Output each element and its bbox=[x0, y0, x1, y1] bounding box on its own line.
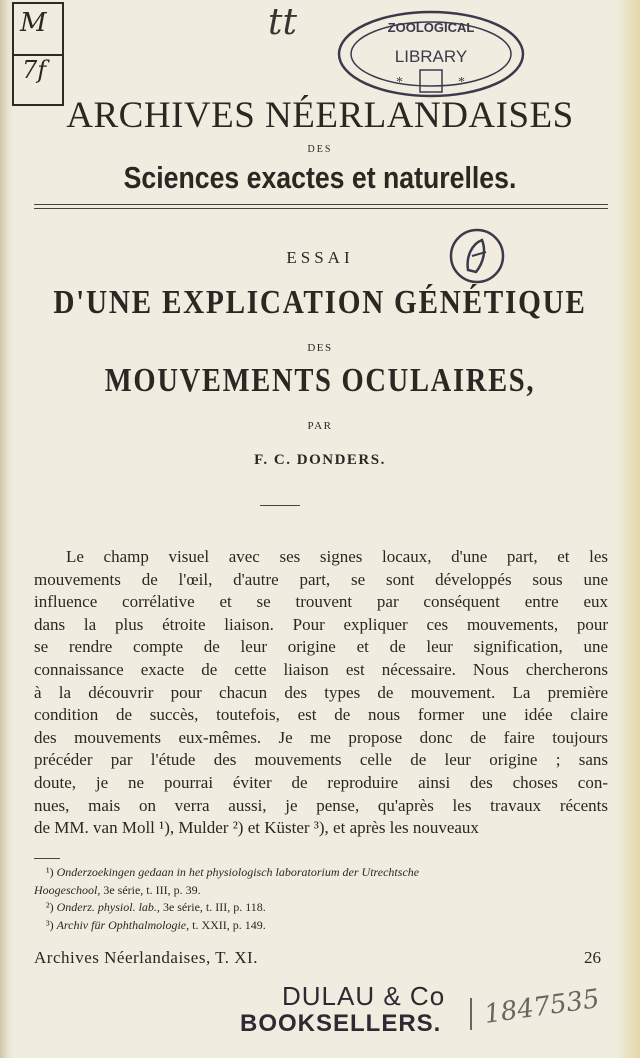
body-line: influence corrélative et se trouvent par conséquent entre eux bbox=[34, 592, 608, 612]
bookseller-stamp-name: DULAU & Co bbox=[282, 981, 446, 1011]
right-page-edge bbox=[616, 0, 640, 1058]
body-line: dans la plus étroite liaison. Pour expliquer ces mouvements, pour bbox=[34, 614, 608, 634]
svg-text:*: * bbox=[396, 75, 403, 90]
footnotes bbox=[34, 864, 608, 934]
article-kicker: ESSAI bbox=[286, 248, 354, 267]
handwritten-shelfmark-bottom: 7f bbox=[22, 56, 47, 84]
body-line: condition de succès, toutefois, est de nous former une idée claire bbox=[34, 705, 608, 725]
body-line: à la découvrir pour chacun des types de mouvement. La première bbox=[34, 682, 608, 702]
footnote-mark: ³) bbox=[46, 917, 54, 932]
footnote-detail: 3e série, t. III, p. 118. bbox=[159, 900, 266, 914]
footnote-detail: t. XXII, p. 149. bbox=[189, 917, 266, 932]
body-line: connaissance exacte de cette liaison est nécessaire. Nous chercherons bbox=[34, 659, 608, 679]
footnote-citation: Hoogeschool, bbox=[34, 882, 101, 897]
footnote-detail: 3e série, t. III, p. 39. bbox=[100, 882, 201, 897]
footnote-mark: ¹) bbox=[46, 865, 54, 879]
stamp-top-text: ZOOLOGICAL bbox=[387, 20, 475, 35]
pencil-mark-bar bbox=[470, 998, 472, 1030]
body-line: se rendre compte de leur origine et de leur signification, une bbox=[34, 637, 608, 657]
journal-connector: DES bbox=[307, 144, 333, 155]
body-line: doute, je ne pourrai éviter de reproduire ainsi des choses con- bbox=[34, 772, 608, 792]
footnote-rule bbox=[34, 858, 60, 859]
running-footer: Archives Néerlandaises, T. XI. bbox=[34, 948, 258, 967]
handwritten-shelfmark-top: M bbox=[20, 8, 47, 38]
stamp-middle-text: LIBRARY bbox=[394, 47, 468, 66]
header-rule-top bbox=[34, 204, 608, 205]
journal-section: Sciences exactes et naturelles. bbox=[123, 160, 517, 195]
author-prefix: PAR bbox=[307, 420, 333, 432]
footnote bbox=[34, 882, 608, 900]
footnote-mark: ²) bbox=[46, 900, 54, 914]
article-title-line-2: MOUVEMENTS OCULAIRES, bbox=[104, 362, 536, 399]
svg-text:*: * bbox=[458, 75, 465, 90]
library-emblem-icon bbox=[448, 226, 506, 286]
title-separator bbox=[260, 505, 300, 506]
body-paragraph bbox=[34, 546, 608, 840]
left-binding-edge bbox=[0, 0, 14, 1058]
article-title-line-1: D'UNE EXPLICATION GÉNÉTIQUE bbox=[53, 284, 587, 321]
body-line: nues, mais on verra aussi, je pense, qu'après les travaux récents bbox=[34, 795, 608, 815]
footnote bbox=[34, 864, 608, 882]
library-stamp bbox=[334, 6, 528, 106]
footnote-citation: Archiv für Ophthalmologie, bbox=[56, 917, 190, 932]
header-rule-bottom bbox=[34, 208, 608, 209]
pencil-accession-number: 1847535 bbox=[482, 984, 602, 1030]
footnote-citation: Onderz. physiol. lab., bbox=[56, 900, 160, 914]
body-line: Le champ visuel avec ses signes locaux, d'une part, et les bbox=[66, 547, 608, 566]
journal-title: ARCHIVES NÉERLANDAISES bbox=[66, 95, 574, 136]
bookseller-stamp-label: BOOKSELLERS. bbox=[240, 1010, 442, 1037]
footnote bbox=[34, 917, 608, 935]
handwritten-mark: tt bbox=[268, 2, 297, 43]
signature-number: 26 bbox=[584, 948, 601, 967]
body-line: mouvements de l'œil, d'autre part, se sont développés sous une bbox=[34, 569, 608, 589]
body-line: de MM. van Moll ¹), Mulder ²) et Küster ³), et après les nouveaux bbox=[34, 818, 479, 838]
body-line: précéder par l'étude des mouvements celle de leur origine ; sans bbox=[34, 750, 608, 770]
body-line: des mouvements eux-mêmes. Je me propose donc de faire toujours bbox=[34, 727, 608, 747]
article-title-connector: DES bbox=[307, 342, 333, 354]
author-name: F. C. DONDERS. bbox=[254, 452, 386, 468]
footnote-citation: Onderzoekingen gedaan in het physiologisch laboratorium der Utrechtsche bbox=[56, 865, 420, 879]
footnote bbox=[34, 899, 608, 917]
